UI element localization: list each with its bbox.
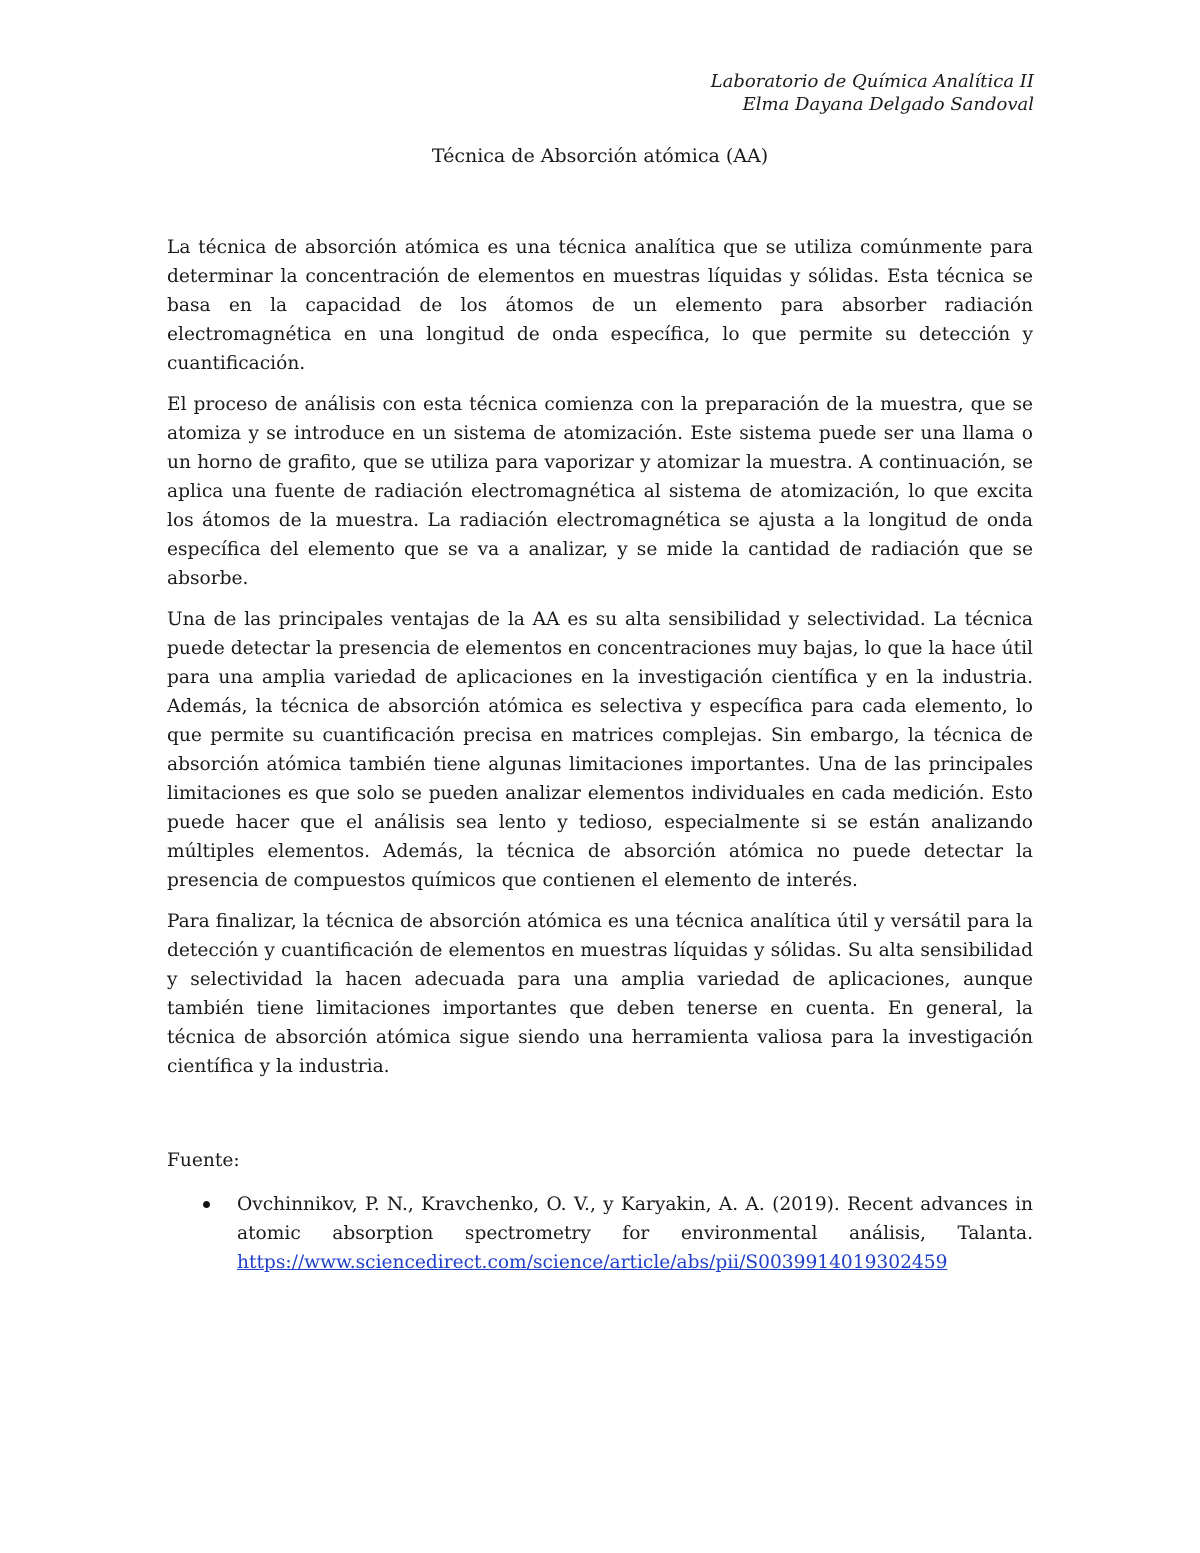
paragraph-conclusion: Para finalizar, la técnica de absorción atómica es una técnica analítica útil y versátil para la detección y cuantificación de elementos en muestras líquidas y sólidas. Su alta sensibilidad y selectividad la hacen adecuada para una amplia variedad de aplicaciones, aunque también tiene limitaciones importantes que deben tenerse en cuenta. En general, la técnica de absorción atómica sigue siendo una herramienta valiosa para la investigación científica y la industria.: [167, 911, 1033, 1077]
reference-list: [167, 1190, 1033, 1277]
reference-item: [167, 1190, 1033, 1277]
document-body: [167, 233, 1033, 1093]
header-course: Laboratorio de Química Analítica II: [710, 71, 1034, 92]
paragraph-process: El proceso de análisis con esta técnica comienza con la preparación de la muestra, que se atomiza y se introduce en un sistema de atomización. Este sistema puede ser una llama o un horno de grafito, que se utiliza para vaporizar y atomizar la muestra. A continuación, se aplica una fuente de radiación electromagnética al sistema de atomización, lo que excita los átomos de la muestra. La radiación electromagnética se ajusta a la longitud de onda específica del elemento que se va a analizar, y se mide la cantidad de radiación que se absorbe.: [167, 394, 1033, 589]
paragraph-advantages: Una de las principales ventajas de la AA es su alta sensibilidad y selectividad. La técnica puede detectar la presencia de elementos en concentraciones muy bajas, lo que la hace útil para una amplia variedad de aplicaciones en la investigación científica y en la industria. Además, la técnica de absorción atómica es selectiva y específica para cada elemento, lo que permite su cuantificación precisa en matrices complejas. Sin embargo, la técnica de absorción atómica también tiene algunas limitaciones importantes. Una de las principales limitaciones es que solo se pueden analizar elementos individuales en cada medición. Esto puede hacer que el análisis sea lento y tedioso, especialmente si se están analizando múltiples elementos. Además, la técnica de absorción atómica no puede detectar la presencia de compuestos químicos que contienen el elemento de interés.: [167, 609, 1033, 891]
reference-link[interactable]: https://www.sciencedirect.com/science/article/abs/pii/S0039914019302459: [237, 1252, 948, 1273]
bullet-icon: [203, 1201, 210, 1208]
reference-text: Ovchinnikov, P. N., Kravchenko, O. V., y Karyakin, A. A. (2019). Recent advances in atomic absorption spectrometry for environmental análisis, Talanta.: [237, 1194, 1033, 1244]
document-header: [711, 70, 1034, 116]
sources-label: Fuente:: [167, 1150, 240, 1171]
document-title: Técnica de Absorción atómica (AA): [431, 145, 769, 167]
paragraph-intro: La técnica de absorción atómica es una técnica analítica que se utiliza comúnmente para determinar la concentración de elementos en muestras líquidas y sólidas. Esta técnica se basa en la capacidad de los átomos de un elemento para absorber radiación electromagnética en una longitud de onda específica, lo que permite su detección y cuantificación.: [167, 237, 1033, 374]
header-author: Elma Dayana Delgado Sandoval: [742, 94, 1034, 115]
